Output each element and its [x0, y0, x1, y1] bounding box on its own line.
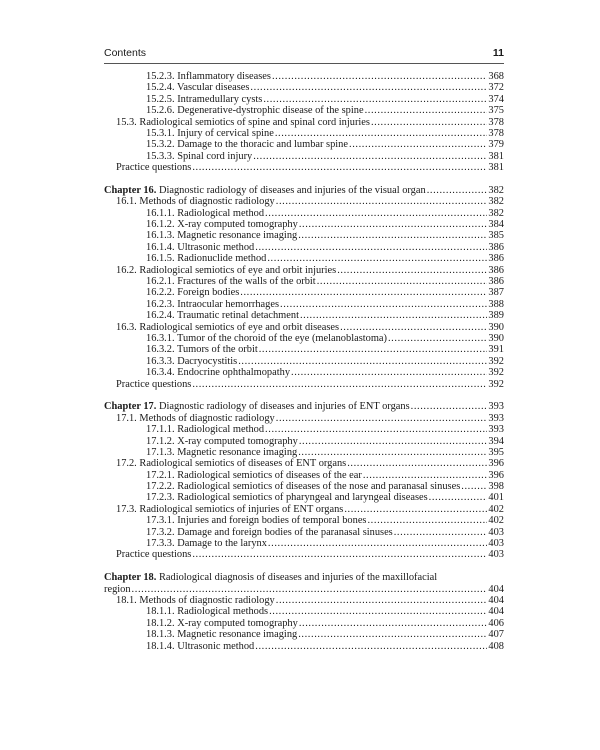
toc-page-number: 403	[488, 538, 504, 550]
toc-page-number: 392	[488, 355, 504, 367]
toc-section-number: 17.2.	[116, 458, 137, 470]
toc-entry-text	[146, 242, 254, 253]
running-header-title: Contents	[104, 47, 147, 59]
toc-section-number: 15.2.4.	[146, 82, 175, 94]
dot-leader	[298, 447, 487, 458]
dot-leader	[240, 287, 487, 298]
toc-entry	[104, 287, 504, 298]
toc-page-number: 384	[488, 219, 504, 231]
toc-page-number: 406	[488, 617, 504, 629]
toc-section-number: 16.2.4.	[146, 310, 175, 322]
toc-page-number: 379	[488, 139, 504, 151]
toc-section-number: 17.3.2.	[146, 526, 175, 538]
header-rule	[104, 63, 504, 64]
dot-leader	[365, 105, 487, 116]
toc-entry-text	[146, 208, 264, 219]
toc-entry-title: Vascular diseases	[177, 82, 250, 94]
toc-entry	[104, 322, 504, 333]
toc-section-number: 17.1.2.	[146, 435, 175, 447]
toc-page-number: 404	[488, 594, 504, 606]
toc-entry-title: Radiological methods	[177, 606, 269, 618]
toc-entry	[104, 492, 504, 503]
page-number: 11	[492, 47, 504, 59]
dot-leader	[394, 527, 487, 538]
toc-entry-title: Tumor of the choroid of the eye (melanoblastoma)	[177, 332, 387, 344]
toc-entry-title: Radiological semiotics of diseases of ENT organs	[139, 458, 347, 470]
toc-entry-title: Radiological method	[177, 207, 265, 219]
toc-entry-title: X-ray computed tomography	[177, 617, 298, 629]
toc-entry	[104, 515, 504, 526]
toc-entry-text	[146, 447, 297, 458]
toc-chapter-number: Chapter 18.	[104, 572, 157, 584]
toc-page-number: 393	[488, 412, 504, 424]
toc-entry-title: Fractures of the walls of the orbit	[177, 276, 316, 288]
toc-section-number: 15.2.5.	[146, 93, 175, 105]
toc-entry-text	[146, 527, 393, 538]
dot-leader	[300, 310, 487, 321]
toc-entry-text	[146, 230, 297, 241]
dot-leader	[371, 117, 487, 128]
toc-entry-title: Degenerative-dystrophic disease of the spine	[177, 105, 364, 117]
toc-page-number: 385	[488, 230, 504, 242]
toc-page-number: 368	[488, 71, 504, 82]
toc-entry-text	[146, 287, 239, 298]
toc-section-number: 15.3.	[116, 116, 137, 128]
toc-page-number: 401	[488, 492, 504, 504]
toc-entry-title: Practice questions	[116, 162, 192, 174]
toc-entry	[104, 117, 504, 128]
toc-page-number: 391	[488, 344, 504, 356]
dot-leader	[255, 242, 487, 253]
toc-entry	[104, 641, 504, 652]
toc-section-number: 17.3.1.	[146, 515, 175, 527]
toc-entry-text	[116, 504, 343, 515]
toc-entry	[104, 105, 504, 116]
toc-section-number: 16.2.2.	[146, 287, 175, 299]
toc-page-number: 395	[488, 446, 504, 458]
toc-page-number: 390	[488, 332, 504, 344]
dot-leader	[238, 356, 487, 367]
toc-page-number: 398	[488, 481, 504, 493]
toc-entry-text	[104, 572, 437, 583]
toc-chapter-entry	[104, 185, 504, 196]
toc-entry	[104, 265, 504, 276]
toc-entry-text	[146, 538, 267, 549]
toc-section-number: 15.3.3.	[146, 150, 175, 162]
toc-entry	[104, 310, 504, 321]
toc-entry-text	[116, 196, 275, 207]
toc-entry-text	[146, 515, 366, 526]
toc-section-number: 18.1.1.	[146, 606, 175, 618]
toc-section-number: 15.3.1.	[146, 127, 175, 139]
toc-entry-title: Injury of cervical spine	[177, 127, 274, 139]
toc-entry-title-cont: region	[104, 583, 131, 595]
toc-entry-text	[116, 595, 275, 606]
toc-entry	[104, 71, 504, 82]
toc-entry-title: Diagnostic radiology of diseases and injuries of the visual organ	[158, 184, 426, 196]
toc-section-number: 17.1.	[116, 412, 137, 424]
toc-chapter-number: Chapter 17.	[104, 401, 157, 413]
toc-page-number: 394	[488, 435, 504, 447]
toc-section-number: 18.1.	[116, 594, 137, 606]
dot-leader	[132, 584, 487, 595]
toc-section-number: 17.1.1.	[146, 424, 175, 436]
toc-entry	[104, 299, 504, 310]
toc-entry-title: Endocrine ophthalmopathy	[177, 367, 291, 379]
toc-section-number: 16.3.2.	[146, 344, 175, 356]
toc-entry	[104, 424, 504, 435]
toc-section-number: 17.2.1.	[146, 469, 175, 481]
toc-entry	[104, 572, 504, 583]
toc-entry	[104, 436, 504, 447]
toc-entry-text	[146, 82, 249, 93]
toc-entry	[104, 629, 504, 640]
toc-entry-title: Practice questions	[116, 549, 192, 561]
toc-entry-title: Dacryocystitis	[177, 355, 238, 367]
toc-entry-title: Ultrasonic method	[177, 640, 255, 652]
toc-entry-title: Radiological semiotics of eye and orbit diseases	[139, 321, 340, 333]
toc-entry-text	[146, 641, 254, 652]
toc-section-number: 17.2.3.	[146, 492, 175, 504]
toc-page-number: 372	[488, 82, 504, 94]
toc-page-number: 392	[488, 378, 504, 390]
toc-entry-text	[116, 379, 191, 390]
table-of-contents	[104, 71, 504, 652]
toc-section-number: 16.3.	[116, 321, 137, 333]
dot-leader	[411, 401, 487, 412]
toc-page-number: 382	[488, 207, 504, 219]
toc-entry	[104, 94, 504, 105]
dot-leader	[349, 139, 487, 150]
toc-entry-text	[146, 481, 460, 492]
toc-page-number: 386	[488, 276, 504, 288]
toc-entry	[104, 504, 504, 515]
dot-leader	[269, 606, 487, 617]
toc-entry-title: Damage and foreign bodies of the paranasal sinuses	[177, 526, 393, 538]
toc-entry	[104, 333, 504, 344]
dot-leader	[363, 470, 487, 481]
toc-page-number: 387	[488, 287, 504, 299]
toc-entry-text	[146, 276, 316, 287]
toc-entry-title: Spinal cord injury	[177, 150, 253, 162]
toc-section-number: 16.1.1.	[146, 207, 175, 219]
toc-entry-text	[146, 424, 264, 435]
toc-page-number: 393	[488, 401, 504, 413]
toc-entry-text	[146, 253, 266, 264]
dot-leader	[280, 299, 487, 310]
toc-entry-text	[146, 344, 258, 355]
dot-leader	[265, 208, 487, 219]
dot-leader	[192, 162, 487, 173]
toc-entry-title: Methods of diagnostic radiology	[139, 594, 275, 606]
dot-leader	[340, 322, 487, 333]
dot-leader	[259, 344, 487, 355]
toc-entry-title: Radiological semiotics of eye and orbit injuries	[139, 264, 337, 276]
toc-page-number: 393	[488, 424, 504, 436]
toc-page-number: 408	[488, 640, 504, 652]
dot-leader	[367, 515, 487, 526]
toc-page-number: 382	[488, 184, 504, 196]
toc-entry	[104, 219, 504, 230]
toc-entry	[104, 618, 504, 629]
toc-section-number: 17.1.3.	[146, 446, 175, 458]
toc-entry-title: Methods of diagnostic radiology	[139, 412, 275, 424]
toc-entry-title: Magnetic resonance imaging	[177, 446, 298, 458]
dot-leader	[265, 424, 487, 435]
toc-page-number: 404	[488, 606, 504, 618]
toc-entry-text	[116, 413, 275, 424]
toc-entry-title: Practice questions	[116, 378, 192, 390]
toc-entry-title: Magnetic resonance imaging	[177, 629, 298, 641]
toc-entry-text	[116, 265, 336, 276]
toc-section-number: 18.1.2.	[146, 617, 175, 629]
toc-entry	[104, 606, 504, 617]
toc-page-number: 392	[488, 367, 504, 379]
dot-leader	[192, 549, 487, 560]
toc-entry-title: Damage to the thoracic and lumbar spine	[177, 139, 348, 151]
toc-section-number: 18.1.4.	[146, 640, 175, 652]
toc-section-number: 16.3.4.	[146, 367, 175, 379]
toc-entry-title: Radiological diagnosis of diseases and injuries of the maxillofacial	[158, 572, 438, 584]
toc-entry-text	[116, 117, 370, 128]
toc-page-number: 403	[488, 526, 504, 538]
toc-entry	[104, 276, 504, 287]
toc-entry-text	[104, 401, 410, 412]
toc-page-number: 386	[488, 253, 504, 265]
toc-entry	[104, 470, 504, 481]
toc-entry	[104, 458, 504, 469]
toc-entry	[104, 595, 504, 606]
toc-entry	[104, 151, 504, 162]
toc-chapter-number: Chapter 16.	[104, 184, 157, 196]
toc-entry	[104, 253, 504, 264]
toc-entry-title: Radiological method	[177, 424, 265, 436]
toc-entry-title: Radionuclide method	[177, 253, 267, 265]
toc-entry	[104, 208, 504, 219]
toc-entry	[104, 230, 504, 241]
toc-section-number: 15.2.6.	[146, 105, 175, 117]
toc-page-number: 381	[488, 162, 504, 174]
toc-page-number: 389	[488, 310, 504, 322]
dot-leader	[427, 185, 487, 196]
toc-page-number: 388	[488, 298, 504, 310]
toc-entry-title: Methods of diagnostic radiology	[139, 196, 275, 208]
toc-page-number: 386	[488, 241, 504, 253]
toc-entry-text	[146, 299, 279, 310]
toc-entry-title: X-ray computed tomography	[177, 219, 298, 231]
toc-entry-text	[146, 94, 262, 105]
toc-entry-title: Radiological semiotics of injuries of ENT organs	[139, 503, 344, 515]
toc-page-number: 381	[488, 150, 504, 162]
toc-entry-title: Intraocular hemorrhages	[177, 298, 280, 310]
toc-entry	[104, 82, 504, 93]
toc-entry	[104, 367, 504, 378]
toc-entry-text	[116, 549, 191, 560]
toc-page-number: 382	[488, 196, 504, 208]
toc-entry-text	[146, 310, 299, 321]
dot-leader	[298, 629, 487, 640]
toc-page-number: 404	[488, 583, 504, 595]
toc-entry-continuation	[104, 584, 504, 595]
dot-leader	[276, 595, 487, 606]
toc-page-number: 378	[488, 116, 504, 128]
toc-entry-title: Traumatic retinal detachment	[177, 310, 299, 322]
dot-leader	[388, 333, 487, 344]
toc-page-number: 396	[488, 469, 504, 481]
toc-section-number: 16.3.3.	[146, 355, 175, 367]
toc-entry-text	[146, 356, 237, 367]
toc-entry-text	[146, 470, 362, 481]
toc-entry	[104, 527, 504, 538]
dot-leader	[347, 458, 487, 469]
toc-entry-title: Radiological semiotics of spine and spinal cord injuries	[139, 116, 370, 128]
toc-entry-text	[146, 618, 298, 629]
dot-leader	[255, 641, 487, 652]
dot-leader	[298, 230, 487, 241]
toc-entry-title: Damage to the larynx	[177, 538, 267, 550]
toc-entry	[104, 344, 504, 355]
toc-entry-title: Foreign bodies	[177, 287, 240, 299]
toc-page-number: 403	[488, 549, 504, 561]
toc-section-number: 17.2.2.	[146, 481, 175, 493]
toc-section-number: 16.2.1.	[146, 276, 175, 288]
toc-section-number: 16.1.3.	[146, 230, 175, 242]
toc-entry-text	[146, 367, 290, 378]
toc-entry-title: Diagnostic radiology of diseases and injuries of ENT organs	[158, 401, 410, 413]
toc-entry-title: Radiological semiotics of diseases of the nose and paranasal sinuses	[177, 481, 461, 493]
toc-page-number: 407	[488, 629, 504, 641]
toc-section-number: 16.1.	[116, 196, 137, 208]
toc-entry	[104, 447, 504, 458]
toc-page-number: 378	[488, 127, 504, 139]
toc-section-number: 15.3.2.	[146, 139, 175, 151]
toc-page-number: 396	[488, 458, 504, 470]
toc-entry-text	[104, 185, 426, 196]
toc-page-number: 375	[488, 105, 504, 117]
toc-entry-text	[146, 436, 298, 447]
toc-entry-text	[116, 458, 346, 469]
dot-leader	[461, 481, 487, 492]
dot-leader	[276, 196, 487, 207]
dot-leader	[337, 265, 487, 276]
toc-section-number: 17.3.	[116, 503, 137, 515]
toc-section-number: 18.1.3.	[146, 629, 175, 641]
dot-leader	[192, 379, 487, 390]
dot-leader	[276, 413, 487, 424]
toc-entry-title: X-ray computed tomography	[177, 435, 298, 447]
toc-entry-title: Radiological semiotics of diseases of the ear	[177, 469, 362, 481]
toc-entry-text	[146, 492, 428, 503]
toc-entry-title: Intramedullary cysts	[177, 93, 263, 105]
toc-entry	[104, 413, 504, 424]
dot-leader	[344, 504, 487, 515]
toc-entry-text	[146, 151, 252, 162]
toc-entry	[104, 196, 504, 207]
dot-leader	[429, 492, 487, 503]
toc-entry-title: Injuries and foreign bodies of temporal bones	[177, 515, 367, 527]
toc-entry-text	[146, 333, 387, 344]
toc-entry-title: Radiological semiotics of pharyngeal and laryngeal diseases	[177, 492, 428, 504]
toc-entry-text	[146, 219, 298, 230]
toc-entry-text	[116, 162, 191, 173]
dot-leader	[268, 538, 487, 549]
dot-leader	[267, 253, 487, 264]
toc-entry	[104, 379, 504, 390]
toc-page-number: 390	[488, 321, 504, 333]
toc-entry	[104, 549, 504, 560]
toc-entry	[104, 538, 504, 549]
toc-entry-text	[146, 629, 297, 640]
toc-page-number: 402	[488, 515, 504, 527]
toc-entry	[104, 242, 504, 253]
toc-entry	[104, 162, 504, 173]
toc-section-number: 16.1.5.	[146, 253, 175, 265]
toc-page-number: 374	[488, 93, 504, 105]
toc-section-number: 16.3.1.	[146, 332, 175, 344]
toc-entry-text	[116, 322, 339, 333]
dot-leader	[299, 618, 487, 629]
page-header	[104, 47, 504, 61]
toc-entry-title: Ultrasonic method	[177, 241, 255, 253]
toc-entry	[104, 139, 504, 150]
toc-section-number: 16.1.4.	[146, 241, 175, 253]
toc-entry-title: Inflammatory diseases	[177, 71, 271, 82]
dot-leader	[291, 367, 487, 378]
dot-leader	[275, 128, 487, 139]
toc-entry	[104, 128, 504, 139]
toc-section-number: 16.2.	[116, 264, 137, 276]
dot-leader	[272, 71, 487, 82]
dot-leader	[317, 276, 487, 287]
toc-section-number: 17.3.3.	[146, 538, 175, 550]
toc-entry	[104, 481, 504, 492]
toc-page-number: 402	[488, 503, 504, 515]
toc-entry-text	[146, 139, 348, 150]
toc-entry-text	[146, 105, 364, 116]
toc-chapter-entry	[104, 401, 504, 412]
toc-entry-text	[146, 71, 271, 82]
toc-entry-title: Tumors of the orbit	[177, 344, 258, 356]
toc-section-number: 16.2.3.	[146, 298, 175, 310]
toc-entry-title: Magnetic resonance imaging	[177, 230, 298, 242]
dot-leader	[299, 219, 487, 230]
dot-leader	[250, 82, 487, 93]
toc-entry-text	[146, 606, 268, 617]
toc-entry-text	[146, 128, 274, 139]
toc-section-number: 15.2.3.	[146, 71, 175, 82]
dot-leader	[299, 436, 487, 447]
toc-entry	[104, 356, 504, 367]
dot-leader	[253, 151, 487, 162]
toc-section-number: 16.1.2.	[146, 219, 175, 231]
dot-leader	[263, 94, 487, 105]
toc-page-number: 386	[488, 264, 504, 276]
